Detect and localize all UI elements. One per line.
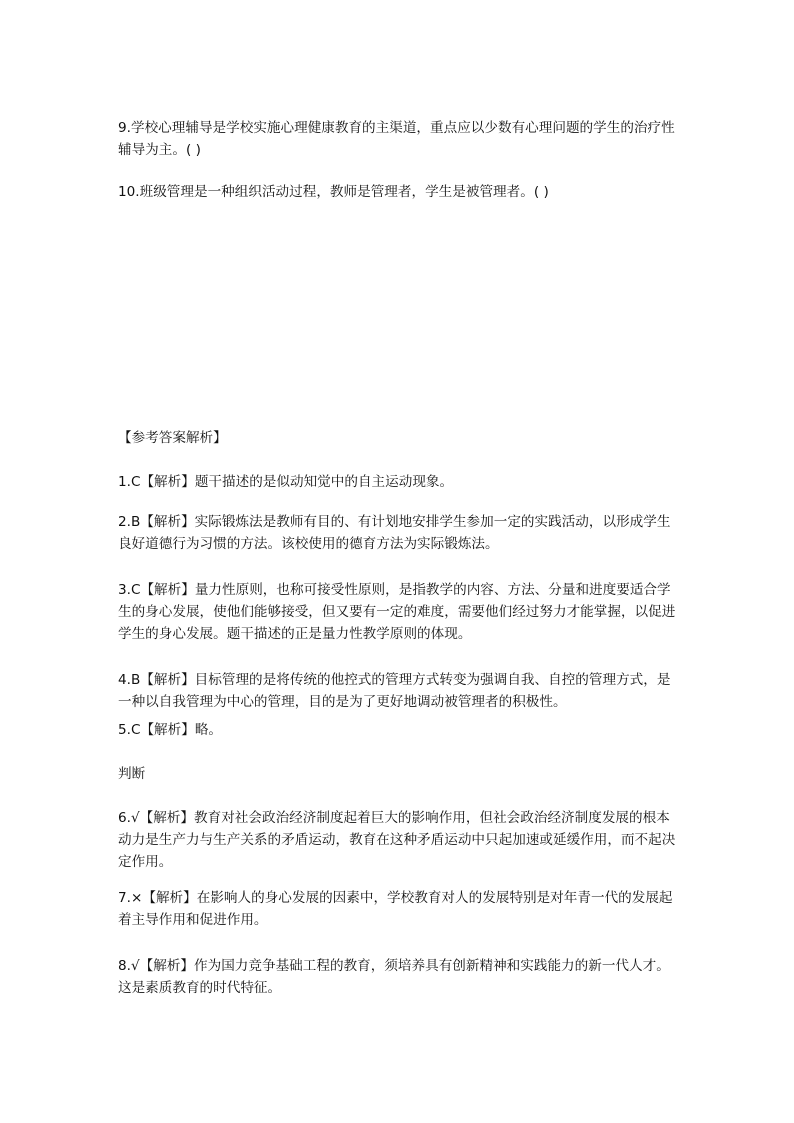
answer-2: 2.B【解析】实际锻炼法是教师有目的、有计划地安排学生参加一定的实践活动，以形成学生良好道德行为习惯的方法。该校使用的德育方法为实际锻炼法。: [118, 514, 671, 552]
question-10: 10.班级管理是一种组织活动过程，教师是管理者，学生是被管理者。( ): [118, 184, 549, 200]
judge-heading: 判断: [118, 766, 146, 782]
answer-4: 4.B【解析】目标管理的是将传统的他控式的管理方式转变为强调自我、自控的管理方式，是一种以自我管理为中心的管理，目的是为了更好地调动被管理者的积极性。: [118, 672, 671, 710]
answer-5: 5.C【解析】略。: [118, 722, 223, 738]
answer-6: 6.√【解析】教育对社会政治经济制度起着巨大的影响作用，但社会政治经济制度发展的根本动力是生产力与生产关系的矛盾运动，教育在这种矛盾运动中只起加速或延缓作用，而不起决定作用。: [118, 810, 676, 870]
question-9: 9.学校心理辅导是学校实施心理健康教育的主渠道，重点应以少数有心理问题的学生的治疗性辅导为主。( ): [118, 120, 675, 158]
answers-heading: 【参考答案解析】: [118, 430, 227, 446]
answer-1: 1.C【解析】题干描述的是似动知觉中的自主运动现象。: [118, 474, 454, 490]
answer-7: 7.×【解析】在影响人的身心发展的因素中，学校教育对人的发展特别是对年青一代的发展起着主导作用和促进作用。: [118, 890, 673, 928]
answer-8: 8.√【解析】作为国力竞争基础工程的教育，须培养具有创新精神和实践能力的新一代人才。这是素质教育的时代特征。: [118, 958, 670, 996]
answer-3: 3.C【解析】量力性原则，也称可接受性原则，是指教学的内容、方法、分量和进度要适合学生的身心发展，使他们能够接受，但又要有一定的难度，需要他们经过努力才能掌握，以促进学生的身心发展。题干描述的正是量力性教学原则的体现。: [118, 582, 676, 642]
